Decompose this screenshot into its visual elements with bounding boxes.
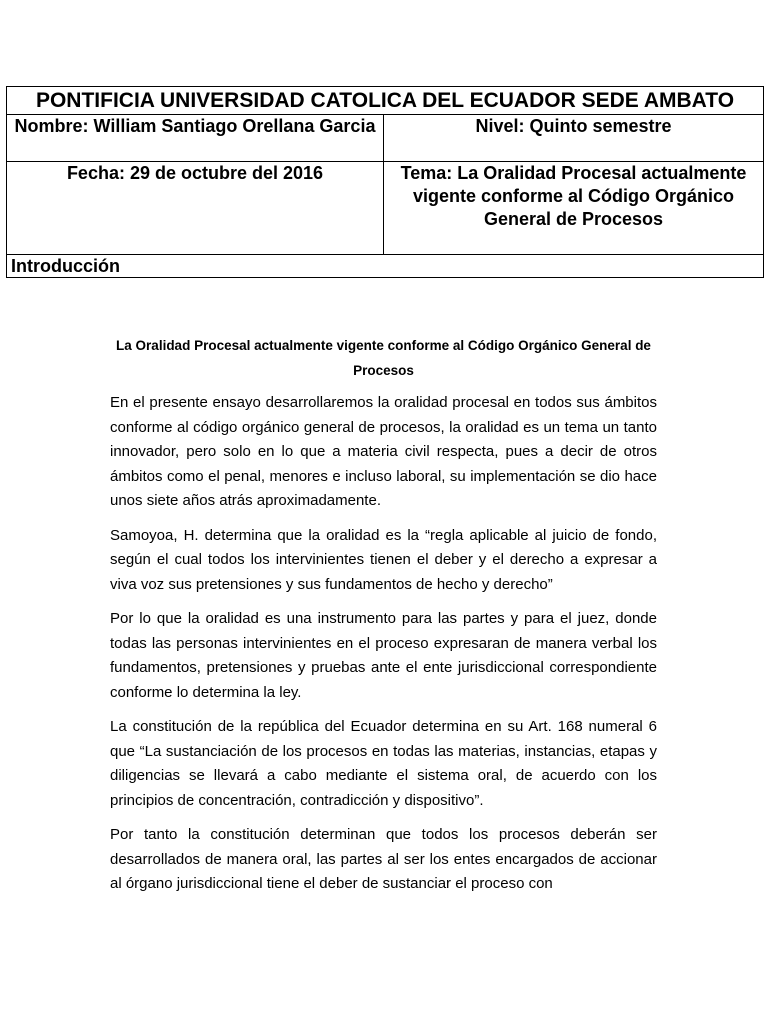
essay-date: Fecha: 29 de octubre del 2016 bbox=[7, 162, 384, 255]
essay-topic: Tema: La Oralidad Procesal actualmente vigente conforme al Código Orgánico General de Procesos bbox=[384, 162, 764, 255]
essay-paragraph-2: Samoyoa, H. determina que la oralidad es la “regla aplicable al juicio de fondo, según el cual todos los intervinientes tienen el deber y el derecho a expresar a viva voz sus pretensiones y sus fundamentos de hecho y derecho” bbox=[110, 526, 657, 593]
header-row-topic bbox=[7, 162, 764, 255]
institution-title: PONTIFICIA UNIVERSIDAD CATOLICA DEL ECUADOR SEDE AMBATO bbox=[7, 87, 764, 115]
header-row-student bbox=[7, 115, 764, 162]
student-name: Nombre: William Santiago Orellana Garcia bbox=[7, 115, 384, 162]
essay-paragraph-5: Por tanto la constitución determinan que todos los procesos deberán ser desarrollados de manera oral, las partes al ser los entes encargados de accionar al órgano jurisdiccional tiene el deber de sustanciar el proceso con bbox=[110, 826, 657, 892]
essay-paragraph-3: Por lo que la oralidad es una instrumento para las partes y para el juez, donde todas las personas intervinientes en el proceso expresaran de manera verbal los fundamentos, pretensiones y pruebas ante el ente jurisdiccional correspondiente conforme lo determina la ley. bbox=[110, 610, 657, 701]
introduction-heading: Introducción bbox=[7, 255, 764, 278]
essay-paragraph-4: La constitución de la república del Ecuador determina en su Art. 168 numeral 6 que “La sustanciación de los procesos en todas las materias, instancias, etapas y diligencias se llevará a cabo mediante el sistema oral, de acuerdo con los principios de concentración, contradicción y dispositivo”. bbox=[110, 718, 657, 809]
header-row-introduction bbox=[7, 255, 764, 278]
essay-title: La Oralidad Procesal actualmente vigente conforme al Código Orgánico General de Procesos bbox=[116, 338, 651, 378]
essay-body bbox=[110, 333, 657, 907]
essay-paragraph-1: En el presente ensayo desarrollaremos la oralidad procesal en todos sus ámbitos conforme al código orgánico general de procesos, la oralidad es un tema un tanto innovador, pero solo en lo que a materia civil respecta, pues a decir de otros ámbitos como el penal, menores e incluso laboral, su implementación se dio hace unos siete años atrás aproximadamente. bbox=[110, 394, 657, 509]
header-row-institution bbox=[7, 87, 764, 115]
header-table bbox=[6, 86, 764, 278]
student-level: Nivel: Quinto semestre bbox=[384, 115, 764, 162]
